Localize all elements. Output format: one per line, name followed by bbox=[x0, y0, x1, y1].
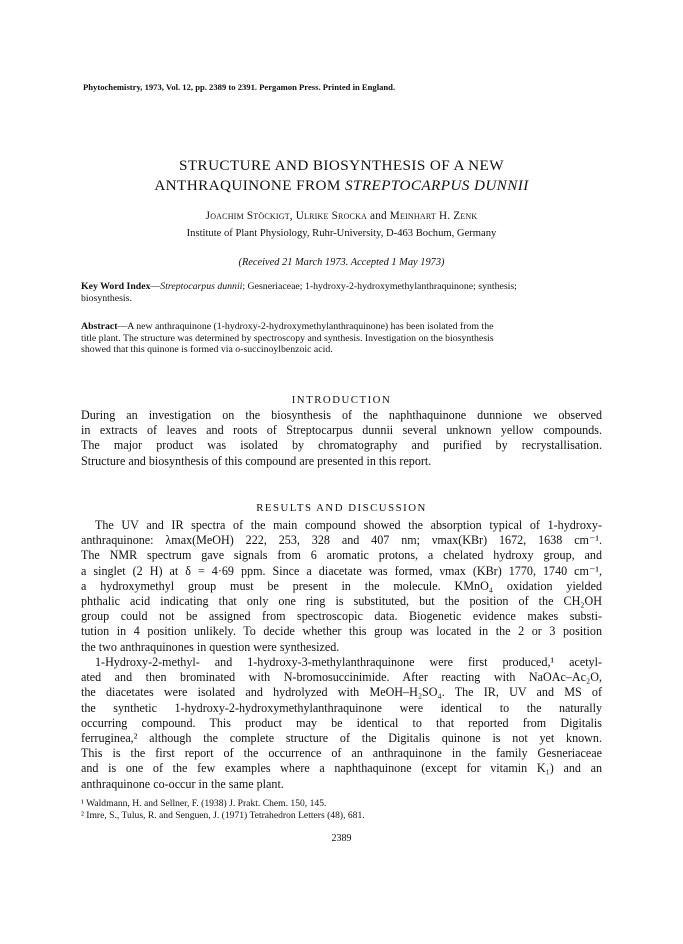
results-line: occurring compound. This product may be identical to that reported from Digitalis bbox=[81, 715, 602, 730]
abstract-line-1: —A new anthraquinone (1-hydroxy-2-hydroxymethylanthraquinone) has been isolated from the bbox=[117, 321, 494, 332]
keyword-species: Streptocarpus dunnii bbox=[160, 281, 243, 292]
results-line: the diacetates were isolated and hydrolyzed with MeOH–H₂SO₄. The IR, UV and MS of bbox=[81, 685, 602, 700]
results-line: anthraquinone: λmax(MeOH) 222, 253, 328 and 407 nm; νmax(KBr) 1672, 1638 cm⁻¹. bbox=[81, 533, 602, 548]
results-line: the synthetic 1-hydroxy-2-hydroxymethylanthraquinone were identical to the naturally bbox=[81, 700, 602, 715]
introduction-paragraph bbox=[81, 408, 602, 469]
received-accepted-dates: (Received 21 March 1973. Accepted 1 May 1973) bbox=[238, 257, 445, 268]
results-line: The UV and IR spectra of the main compound showed the absorption typical of 1-hydroxy- bbox=[95, 518, 602, 532]
footnote-2: ² Imre, S., Tulus, R. and Senguen, J. (1971) Tetrahedron Letters (48), 681. bbox=[81, 810, 365, 821]
results-line: ferruginea,² although the complete structure of the Digitalis quinone is not yet known. bbox=[81, 731, 602, 746]
author-sep-1: , bbox=[289, 210, 296, 222]
results-line: tution in 4 position unlikely. To decide whether this group was located in the 2 or 3 position bbox=[81, 624, 602, 639]
results-line: a hydroxymethyl group must be present in the molecule. KMnO₄ oxidation yielded bbox=[81, 578, 602, 593]
results-line: anthraquinone co-occur in the same plant. bbox=[81, 776, 284, 791]
title-line-2-prefix: ANTHRAQUINONE FROM bbox=[154, 177, 346, 194]
keyword-index bbox=[81, 281, 601, 305]
results-line: 1-Hydroxy-2-methyl- and 1-hydroxy-3-methylanthraquinone were first produced,¹ acetyl- bbox=[95, 655, 602, 669]
results-paragraph-2 bbox=[81, 655, 602, 792]
intro-line: Structure and biosynthesis of this compound are presented in this report. bbox=[81, 453, 432, 468]
author-1: Joachim Stöckigt bbox=[205, 210, 290, 222]
results-line: ated and then brominated with N-bromosuccinimide. After reacting with NaOAc–Ac₂O, bbox=[81, 670, 602, 685]
abstract bbox=[81, 321, 601, 356]
footnote-1: ¹ Waldmann, H. and Sellner, F. (1938) J. Prakt. Chem. 150, 145. bbox=[81, 798, 327, 809]
title-line-1: STRUCTURE AND BIOSYNTHESIS OF A NEW bbox=[179, 157, 504, 174]
abstract-line-2: title plant. The structure was determined by spectroscopy and synthesis. Investigation on the biosynthesis bbox=[81, 332, 494, 344]
intro-line: The major product was isolated by chromatography and purified by recrystallisation. bbox=[81, 438, 602, 453]
author-sep-2: and bbox=[367, 210, 390, 222]
results-line: the two anthraquinones in question were synthesized. bbox=[81, 639, 340, 654]
results-line: and is one of the few examples where a naphthaquinone (except for vitamin K₁) and an bbox=[81, 761, 602, 776]
intro-line: in extracts of leaves and roots of Streptocarpus dunnii several unknown yellow compounds. bbox=[81, 423, 602, 438]
article-title bbox=[60, 156, 623, 196]
keyword-dash: — bbox=[150, 281, 161, 292]
results-line: group could not be assigned from spectroscopic data. Biogenetic evidence makes substi- bbox=[81, 609, 602, 624]
footnotes bbox=[81, 798, 602, 822]
title-line-2 bbox=[60, 176, 623, 196]
author-2: Ulrike Srocka bbox=[295, 210, 368, 222]
journal-citation-header: Phytochemistry, 1973, Vol. 12, pp. 2389 to 2391. Pergamon Press. Printed in England. bbox=[83, 82, 396, 92]
results-line: This is the first report of the occurrence of an anthraquinone in the family Gesneriaceae bbox=[81, 746, 602, 761]
results-heading: RESULTS AND DISCUSSION bbox=[256, 502, 427, 514]
keyword-line-2: biosynthesis. bbox=[81, 293, 132, 304]
results-line: The NMR spectrum gave signals from 6 aromatic protons, a chelated hydroxy group, and bbox=[81, 548, 602, 563]
author-3: Meinhart H. Zenk bbox=[389, 210, 478, 222]
abstract-label: Abstract bbox=[81, 321, 118, 332]
results-line: phthalic acid indicating that only one ring is substituted, but the position of the CH₂OH bbox=[81, 594, 602, 609]
introduction-heading: INTRODUCTION bbox=[291, 394, 392, 406]
author-list bbox=[60, 210, 623, 222]
institution: Institute of Plant Physiology, Ruhr-University, D-463 Bochum, Germany bbox=[186, 228, 497, 239]
keyword-rest: ; Gesneriaceae; 1-hydroxy-2-hydroxymethylanthraquinone; synthesis; bbox=[242, 281, 517, 292]
keyword-label: Key Word Index bbox=[81, 281, 151, 292]
page-number: 2389 bbox=[331, 833, 352, 844]
results-paragraph-1 bbox=[81, 518, 602, 655]
intro-line: During an investigation on the biosynthesis of the naphthaquinone dunnione we observed bbox=[81, 408, 602, 422]
results-line: a singlet (2 H) at δ = 4·69 ppm. Since a diacetate was formed, νmax (KBr) 1770, 1740 cm⁻¹, bbox=[81, 563, 602, 578]
title-species: STREPTOCARPUS DUNNII bbox=[345, 177, 529, 194]
abstract-line-3: showed that this quinone is formed via o-succinoylbenzoic acid. bbox=[81, 344, 333, 355]
